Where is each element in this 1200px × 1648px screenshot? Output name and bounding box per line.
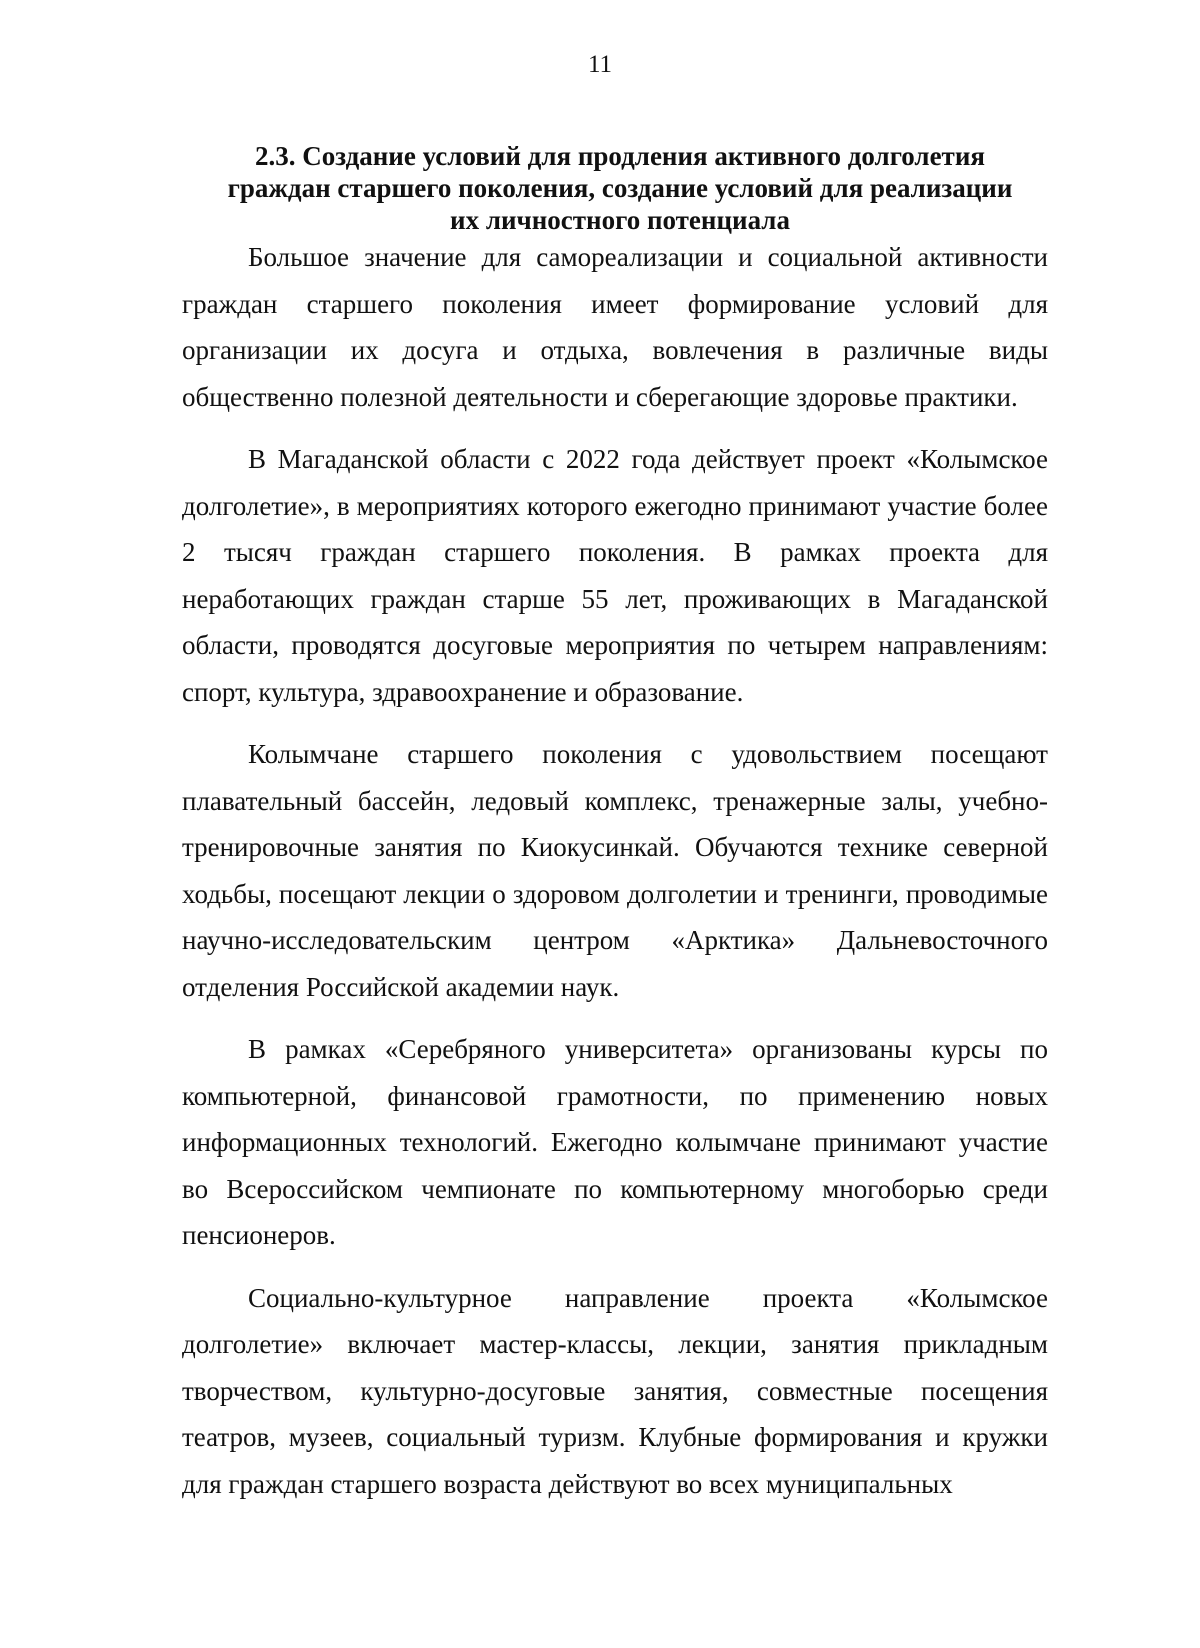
page-number: 11 xyxy=(587,51,613,78)
section-heading-line-3: их личностного потенциала xyxy=(450,205,790,235)
section-heading-line-2: граждан старшего поколения, создание условий для реализации xyxy=(227,173,1013,203)
paragraph-1: Большое значение для самореализации и социальной активности граждан старшего поколения имеет формирование условий для организации их досуга и отдыха, вовлечения в различные виды общественно полезной деятельности и сберегающие здоровье практики. xyxy=(182,242,1048,412)
body-text xyxy=(182,234,1048,1507)
paragraph-2: В Магаданской области с 2022 года действует проект «Колымское долголетие», в мероприятиях которого ежегодно принимают участие более 2 тысяч граждан старшего поколения. В рамках проекта для неработающих граждан старше 55 лет, проживающих в Магаданской области, проводятся досуговые мероприятия по четырем направлениям: спорт, культура, здравоохранение и образование. xyxy=(182,444,1048,707)
section-heading xyxy=(205,140,1035,236)
paragraph-3: Колымчане старшего поколения с удовольствием посещают плавательный бассейн, ледовый комплекс, тренажерные залы, учебно-тренировочные занятия по Киокусинкай. Обучаются технике северной ходьбы, посещают лекции о здоровом долголетии и тренинги, проводимые научно-исследовательским центром «Арктика» Дальневосточного отделения Российской академии наук. xyxy=(182,739,1048,1002)
paragraph-4: В рамках «Серебряного университета» организованы курсы по компьютерной, финансовой грамотности, по применению новых информационных технологий. Ежегодно колымчане принимают участие во Всероссийском чемпионате по компьютерному многоборью среди пенсионеров. xyxy=(182,1034,1048,1250)
section-heading-line-1: 2.3. Создание условий для продления активного долголетия xyxy=(254,141,985,171)
paragraph-5: Социально-культурное направление проекта «Колымское долголетие» включает мастер-классы, лекции, занятия прикладным творчеством, культурно-досуговые занятия, совместные посещения театров, музеев, социальный туризм. Клубные формирования и кружки для граждан старшего возраста действуют во всех муниципальных xyxy=(182,1282,1048,1499)
